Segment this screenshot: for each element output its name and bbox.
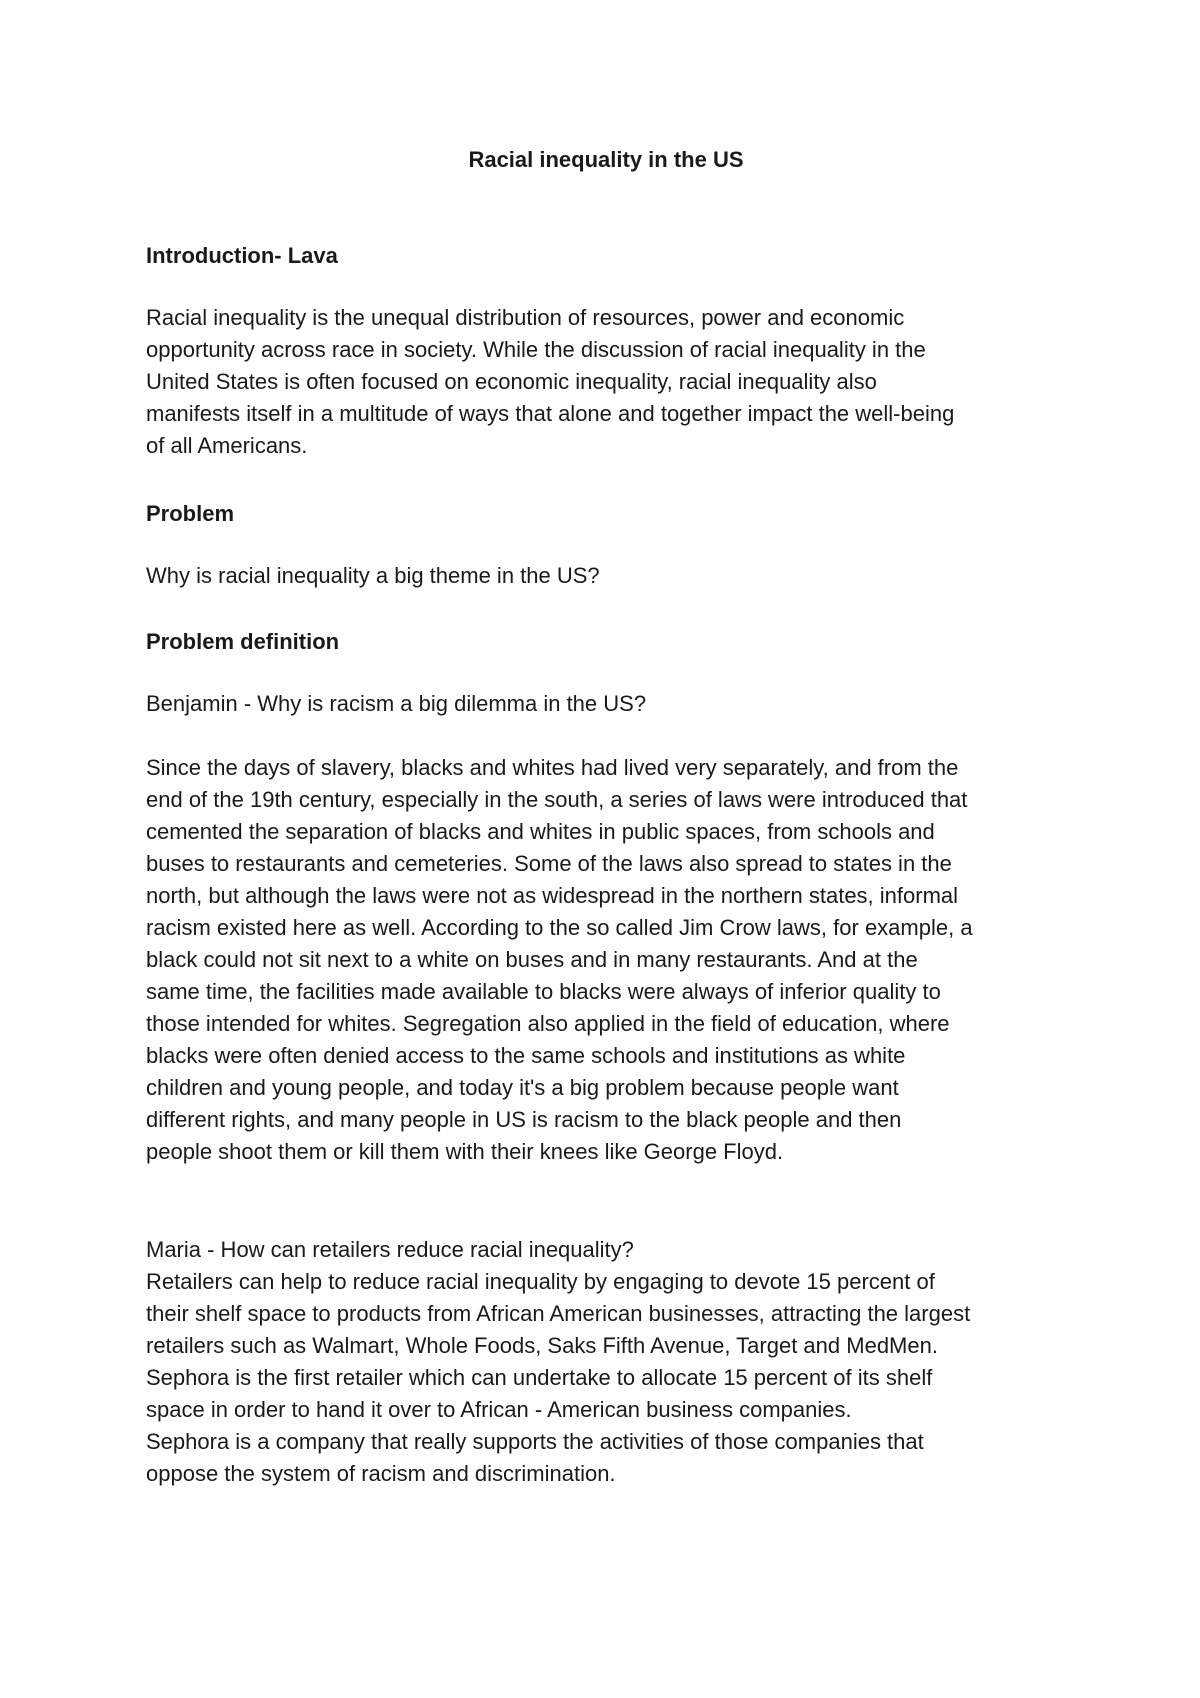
benjamin-line: different rights, and many people in US is racism to the black people and then — [146, 1107, 902, 1132]
benjamin-paragraph — [146, 752, 1066, 1168]
maria-line: their shelf space to products from African American businesses, attracting the largest — [146, 1301, 971, 1326]
intro-line: United States is often focused on economic inequality, racial inequality also — [146, 369, 877, 394]
maria-line: oppose the system of racism and discrimination. — [146, 1461, 616, 1486]
benjamin-line: end of the 19th century, especially in the south, a series of laws were introduced that — [146, 787, 968, 812]
maria-line: Retailers can help to reduce racial inequality by engaging to devote 15 percent of — [146, 1269, 935, 1294]
maria-line: space in order to hand it over to African - American business companies. — [146, 1397, 852, 1422]
maria-line: Sephora is a company that really supports the activities of those companies that — [146, 1429, 924, 1454]
benjamin-line: people shoot them or kill them with their knees like George Floyd. — [146, 1139, 784, 1164]
benjamin-line: racism existed here as well. According to the so called Jim Crow laws, for example, a — [146, 915, 973, 940]
intro-paragraph — [146, 302, 1066, 462]
benjamin-line: Since the days of slavery, blacks and whites had lived very separately, and from the — [146, 755, 959, 780]
benjamin-question-text: Benjamin - Why is racism a big dilemma in the US? — [146, 691, 647, 716]
benjamin-line: cemented the separation of blacks and whites in public spaces, from schools and — [146, 819, 935, 844]
benjamin-line: children and young people, and today it's a big problem because people want — [146, 1075, 899, 1100]
intro-line: of all Americans. — [146, 433, 308, 458]
maria-line: Maria - How can retailers reduce racial inequality? — [146, 1237, 634, 1262]
benjamin-line: buses to restaurants and cemeteries. Some of the laws also spread to states in the — [146, 851, 952, 876]
intro-line: Racial inequality is the unequal distribution of resources, power and economic — [146, 305, 905, 330]
maria-paragraph — [146, 1234, 1066, 1490]
benjamin-line: north, but although the laws were not as widespread in the northern states, informal — [146, 883, 959, 908]
problem-question-text: Why is racial inequality a big theme in the US? — [146, 563, 600, 588]
benjamin-line: same time, the facilities made available to blacks were always of inferior quality to — [146, 979, 941, 1004]
benjamin-line: black could not sit next to a white on buses and in many restaurants. And at the — [146, 947, 918, 972]
intro-line: opportunity across race in society. While the discussion of racial inequality in the — [146, 337, 926, 362]
intro-line: manifests itself in a multitude of ways that alone and together impact the well-being — [146, 401, 955, 426]
maria-line: Sephora is the first retailer which can undertake to allocate 15 percent of its shelf — [146, 1365, 933, 1390]
intro-heading: Introduction- Lava — [146, 243, 338, 268]
problem-question — [146, 560, 1066, 592]
benjamin-question — [146, 688, 1066, 720]
benjamin-line: blacks were often denied access to the same schools and institutions as white — [146, 1043, 906, 1068]
benjamin-line: those intended for whites. Segregation also applied in the field of education, where — [146, 1011, 950, 1036]
maria-line: retailers such as Walmart, Whole Foods, Saks Fifth Avenue, Target and MedMen. — [146, 1333, 938, 1358]
document-title: Racial inequality in the US — [468, 147, 744, 172]
problem-definition-heading: Problem definition — [146, 629, 340, 654]
problem-heading: Problem — [146, 501, 235, 526]
